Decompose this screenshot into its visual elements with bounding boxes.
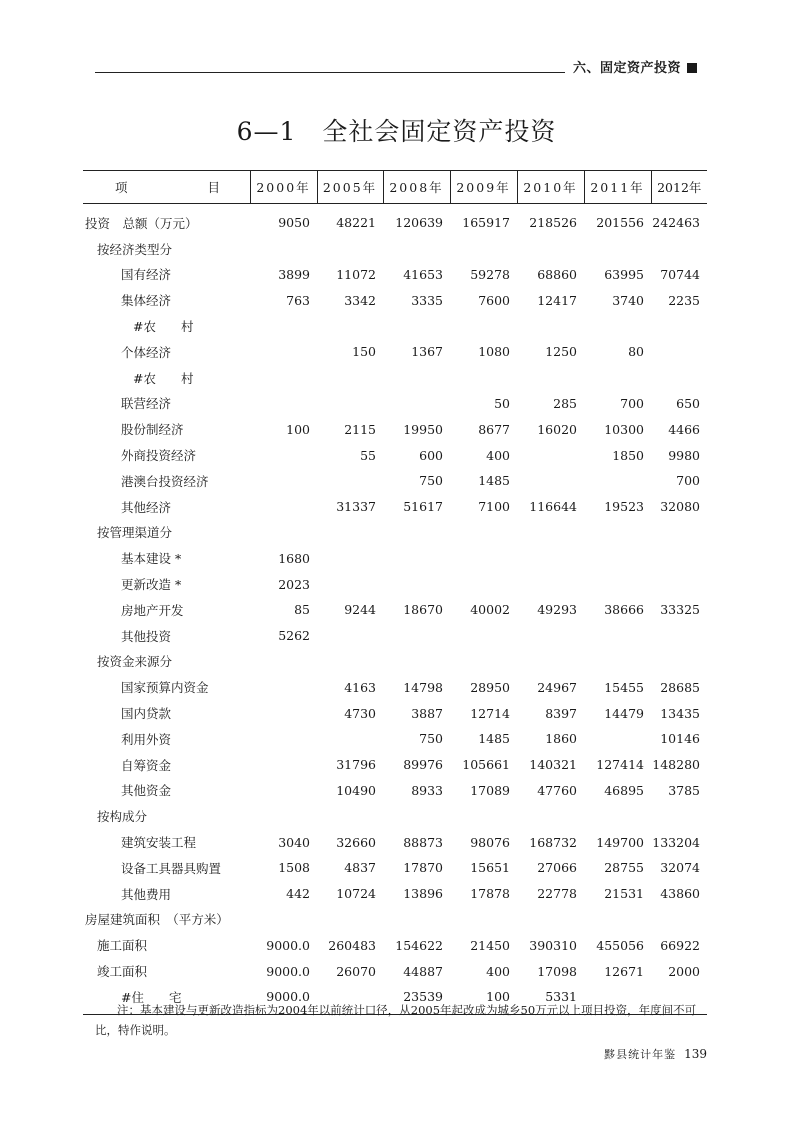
row-label: 更新改造 * bbox=[121, 577, 182, 593]
row-value: 150 bbox=[352, 344, 376, 360]
column-header-year: 2005年 bbox=[317, 171, 383, 204]
page-number: 139 bbox=[684, 1047, 707, 1061]
row-value: 1680 bbox=[278, 550, 310, 566]
row-value bbox=[383, 649, 450, 675]
row-value bbox=[450, 313, 517, 339]
row-value bbox=[651, 907, 707, 933]
table-row bbox=[83, 932, 707, 958]
table-row bbox=[83, 829, 707, 855]
row-value: 16020 bbox=[537, 421, 577, 437]
row-value: 3887 bbox=[411, 705, 443, 721]
row-value bbox=[317, 571, 383, 597]
row-value: 400 bbox=[486, 963, 510, 979]
row-value bbox=[651, 365, 707, 391]
row-value: 28755 bbox=[604, 860, 644, 876]
row-value: 4730 bbox=[344, 705, 376, 721]
row-value bbox=[317, 545, 383, 571]
row-value bbox=[250, 442, 317, 468]
row-value: 763 bbox=[286, 292, 310, 308]
row-value: 12671 bbox=[604, 963, 644, 979]
row-value bbox=[517, 545, 584, 571]
row-value bbox=[517, 442, 584, 468]
statistics-table bbox=[83, 170, 707, 1015]
row-value bbox=[584, 365, 651, 391]
row-value bbox=[584, 726, 651, 752]
row-value: 43860 bbox=[660, 886, 700, 902]
row-value bbox=[383, 623, 450, 649]
row-value bbox=[317, 649, 383, 675]
row-value bbox=[584, 236, 651, 262]
row-value: 105661 bbox=[462, 757, 510, 773]
section-title bbox=[573, 57, 697, 76]
row-label: 建筑安装工程 bbox=[121, 835, 197, 851]
row-label: 基本建设 * bbox=[121, 551, 182, 567]
row-value: 85 bbox=[294, 602, 310, 618]
row-label: 其他投资 bbox=[121, 628, 172, 644]
row-value bbox=[517, 468, 584, 494]
row-value bbox=[250, 365, 317, 391]
row-value: 9050 bbox=[278, 215, 310, 231]
row-value: 40002 bbox=[470, 602, 510, 618]
row-label: 国有经济 bbox=[121, 267, 172, 283]
row-value bbox=[383, 545, 450, 571]
row-value: 390310 bbox=[529, 937, 577, 953]
row-value: 3785 bbox=[668, 782, 700, 798]
row-value bbox=[317, 803, 383, 829]
table-row bbox=[83, 204, 707, 236]
row-value bbox=[250, 803, 317, 829]
row-value: 750 bbox=[419, 473, 443, 489]
row-value bbox=[584, 520, 651, 546]
row-value bbox=[450, 623, 517, 649]
row-value: 600 bbox=[419, 447, 443, 463]
row-label: 房屋建筑面积 （平方米） bbox=[85, 912, 229, 928]
row-value: 9980 bbox=[668, 447, 700, 463]
row-label: 国内贷款 bbox=[121, 706, 172, 722]
row-label: 国家预算内资金 bbox=[121, 680, 209, 696]
table-row bbox=[83, 494, 707, 520]
row-value: 15455 bbox=[604, 679, 644, 695]
footnote: 注：基本建设与更新改造指标为2004年以前统计口径，从2005年起改成为城乡50万元以上项目投资，年度间不可比，特作说明。 bbox=[95, 1003, 697, 1037]
row-value bbox=[250, 236, 317, 262]
row-value: 140321 bbox=[529, 757, 577, 773]
table-row bbox=[83, 623, 707, 649]
row-value bbox=[250, 313, 317, 339]
row-value: 21531 bbox=[604, 886, 644, 902]
row-value bbox=[450, 571, 517, 597]
row-label: 其他资金 bbox=[121, 783, 172, 799]
row-value: 13896 bbox=[403, 886, 443, 902]
header-rule bbox=[95, 72, 565, 73]
row-label: #住 宅 bbox=[83, 984, 250, 1014]
row-value bbox=[450, 236, 517, 262]
row-value: 10146 bbox=[660, 731, 700, 747]
row-value: 4837 bbox=[344, 860, 376, 876]
row-label: 集体经济 bbox=[121, 293, 172, 309]
column-header-year: 2010年 bbox=[517, 171, 584, 204]
row-value bbox=[517, 520, 584, 546]
table-row bbox=[83, 365, 707, 391]
column-header-year: 2012年 bbox=[651, 171, 707, 204]
row-value bbox=[250, 520, 317, 546]
row-value bbox=[383, 520, 450, 546]
table-row bbox=[83, 881, 707, 907]
row-value: 116644 bbox=[529, 499, 577, 515]
column-header-year: 2000年 bbox=[250, 171, 317, 204]
row-label: 按资金来源分 bbox=[97, 654, 173, 670]
row-value: 260483 bbox=[328, 937, 376, 953]
row-value bbox=[517, 803, 584, 829]
row-value bbox=[383, 907, 450, 933]
table-row bbox=[83, 700, 707, 726]
row-value bbox=[250, 674, 317, 700]
row-value: 11072 bbox=[336, 266, 376, 282]
row-value bbox=[651, 571, 707, 597]
row-value bbox=[517, 571, 584, 597]
row-value bbox=[250, 339, 317, 365]
row-value: 24967 bbox=[537, 679, 577, 695]
row-value: 51617 bbox=[403, 499, 443, 515]
row-value: 285 bbox=[553, 395, 577, 411]
table-row bbox=[83, 339, 707, 365]
row-value bbox=[317, 468, 383, 494]
row-value bbox=[651, 313, 707, 339]
row-value: 242463 bbox=[652, 215, 700, 231]
row-value: 27066 bbox=[537, 860, 577, 876]
row-value: 48221 bbox=[336, 215, 376, 231]
row-value bbox=[450, 365, 517, 391]
row-value: 5331 bbox=[517, 984, 584, 1014]
row-label: 按管理渠道分 bbox=[97, 525, 173, 541]
table-row bbox=[83, 907, 707, 933]
row-value bbox=[383, 391, 450, 417]
row-value: 168732 bbox=[529, 834, 577, 850]
row-value: 1367 bbox=[411, 344, 443, 360]
row-value: 12417 bbox=[537, 292, 577, 308]
row-value bbox=[383, 803, 450, 829]
row-value bbox=[383, 571, 450, 597]
row-value bbox=[584, 468, 651, 494]
row-value: 17098 bbox=[537, 963, 577, 979]
row-value: 47760 bbox=[537, 782, 577, 798]
table-row bbox=[83, 778, 707, 804]
row-value bbox=[250, 726, 317, 752]
row-value: 70744 bbox=[660, 266, 700, 282]
row-value: 89976 bbox=[403, 757, 443, 773]
row-value: 3342 bbox=[344, 292, 376, 308]
row-value bbox=[651, 520, 707, 546]
row-label: 联营经济 bbox=[121, 396, 172, 412]
row-value: 8397 bbox=[545, 705, 577, 721]
row-value bbox=[383, 236, 450, 262]
row-value: 1080 bbox=[478, 344, 510, 360]
row-value: 400 bbox=[486, 447, 510, 463]
row-value: 17089 bbox=[470, 782, 510, 798]
row-value: 100 bbox=[450, 984, 517, 1014]
row-value: 32660 bbox=[336, 834, 376, 850]
row-value: 31337 bbox=[336, 499, 376, 515]
row-value: 41653 bbox=[403, 266, 443, 282]
row-value bbox=[317, 623, 383, 649]
row-value: 44887 bbox=[403, 963, 443, 979]
row-value: 2115 bbox=[344, 421, 376, 437]
row-value: 4466 bbox=[668, 421, 700, 437]
row-value bbox=[383, 313, 450, 339]
row-label: 设备工具器具购置 bbox=[121, 860, 222, 876]
table-row bbox=[83, 262, 707, 288]
row-value bbox=[517, 623, 584, 649]
row-label: 自筹资金 bbox=[121, 757, 172, 773]
table-row bbox=[83, 726, 707, 752]
row-value bbox=[250, 649, 317, 675]
row-value bbox=[450, 649, 517, 675]
row-label: 其他经济 bbox=[121, 499, 172, 515]
square-icon bbox=[687, 63, 697, 73]
row-value: 31796 bbox=[336, 757, 376, 773]
table-row bbox=[83, 855, 707, 881]
row-value: 9000.0 bbox=[266, 937, 310, 953]
row-value: 133204 bbox=[652, 834, 700, 850]
table-row bbox=[83, 649, 707, 675]
row-value: 7100 bbox=[478, 499, 510, 515]
row-value: 442 bbox=[286, 886, 310, 902]
table-body bbox=[83, 204, 707, 1015]
footer-book-title: 黟县统计年鉴 bbox=[604, 1048, 677, 1061]
row-value: 12714 bbox=[470, 705, 510, 721]
row-value bbox=[584, 545, 651, 571]
row-value: 63995 bbox=[604, 266, 644, 282]
row-value: 218526 bbox=[529, 215, 577, 231]
row-value bbox=[517, 236, 584, 262]
row-value: 650 bbox=[676, 395, 700, 411]
row-value bbox=[317, 365, 383, 391]
row-value bbox=[651, 623, 707, 649]
row-label: #农 村 bbox=[133, 319, 194, 335]
row-value: 26070 bbox=[336, 963, 376, 979]
row-value bbox=[317, 236, 383, 262]
row-value: 7600 bbox=[478, 292, 510, 308]
table-row bbox=[83, 468, 707, 494]
row-value: 1508 bbox=[278, 860, 310, 876]
row-label: 房地产开发 bbox=[121, 602, 184, 618]
row-value bbox=[317, 520, 383, 546]
row-label: 按构成分 bbox=[97, 809, 148, 825]
row-value: 2235 bbox=[668, 292, 700, 308]
row-value bbox=[450, 545, 517, 571]
table-row bbox=[83, 752, 707, 778]
row-value bbox=[584, 313, 651, 339]
column-header-item bbox=[83, 171, 250, 204]
row-value: 28685 bbox=[660, 679, 700, 695]
page-footer bbox=[604, 1046, 707, 1062]
row-value bbox=[651, 339, 707, 365]
row-value: 154622 bbox=[395, 937, 443, 953]
row-label: #农 村 bbox=[133, 370, 194, 386]
table-row bbox=[83, 520, 707, 546]
row-value: 10490 bbox=[336, 782, 376, 798]
row-value bbox=[517, 313, 584, 339]
row-value bbox=[517, 365, 584, 391]
row-value: 14479 bbox=[604, 705, 644, 721]
table-row bbox=[83, 391, 707, 417]
row-value: 17878 bbox=[470, 886, 510, 902]
row-value: 21450 bbox=[470, 937, 510, 953]
row-value: 750 bbox=[419, 731, 443, 747]
row-value bbox=[651, 236, 707, 262]
row-value bbox=[383, 365, 450, 391]
row-value bbox=[250, 700, 317, 726]
table-row bbox=[83, 597, 707, 623]
table-header-row bbox=[83, 171, 707, 204]
row-value bbox=[317, 391, 383, 417]
table-row bbox=[83, 545, 707, 571]
table-row bbox=[83, 803, 707, 829]
row-value: 4163 bbox=[344, 679, 376, 695]
row-value: 46895 bbox=[604, 782, 644, 798]
section-title-text: 六、固定资产投资 bbox=[572, 61, 681, 76]
row-value: 32080 bbox=[660, 499, 700, 515]
row-value bbox=[317, 907, 383, 933]
table-row bbox=[83, 442, 707, 468]
page-title: 6—1 全社会固定资产投资 bbox=[236, 117, 557, 146]
row-value: 1485 bbox=[478, 473, 510, 489]
row-value: 28950 bbox=[470, 679, 510, 695]
column-header-year: 2011年 bbox=[584, 171, 651, 204]
row-label: 其他费用 bbox=[121, 886, 172, 902]
row-value: 10300 bbox=[604, 421, 644, 437]
row-value bbox=[651, 545, 707, 571]
row-value bbox=[584, 907, 651, 933]
row-value: 9000.0 bbox=[266, 963, 310, 979]
table-row bbox=[83, 958, 707, 984]
row-value bbox=[450, 803, 517, 829]
row-value: 1860 bbox=[545, 731, 577, 747]
row-value bbox=[317, 726, 383, 752]
row-value: 2023 bbox=[278, 576, 310, 592]
row-value: 5262 bbox=[278, 628, 310, 644]
row-value: 10724 bbox=[336, 886, 376, 902]
row-value: 38666 bbox=[604, 602, 644, 618]
row-value: 98076 bbox=[470, 834, 510, 850]
row-value: 15651 bbox=[470, 860, 510, 876]
row-value: 32074 bbox=[660, 860, 700, 876]
row-value: 9244 bbox=[344, 602, 376, 618]
row-value bbox=[250, 391, 317, 417]
row-value: 2000 bbox=[668, 963, 700, 979]
row-value bbox=[250, 752, 317, 778]
row-value: 33325 bbox=[660, 602, 700, 618]
row-value bbox=[450, 907, 517, 933]
row-value bbox=[250, 778, 317, 804]
row-value: 3040 bbox=[278, 834, 310, 850]
row-value: 3335 bbox=[411, 292, 443, 308]
row-value: 1250 bbox=[545, 344, 577, 360]
row-value bbox=[584, 623, 651, 649]
row-value: 700 bbox=[620, 395, 644, 411]
row-value: 23539 bbox=[383, 984, 450, 1014]
row-value: 50 bbox=[494, 395, 510, 411]
row-label: 竣工面积 bbox=[97, 964, 148, 979]
row-label: 个体经济 bbox=[121, 344, 172, 360]
row-label: 外商投资经济 bbox=[121, 448, 197, 464]
row-value: 19523 bbox=[604, 499, 644, 515]
row-value: 120639 bbox=[395, 215, 443, 231]
row-value: 66922 bbox=[660, 937, 700, 953]
column-header-year: 2009年 bbox=[450, 171, 517, 204]
table-row bbox=[83, 571, 707, 597]
row-label: 投资 总额（万元） bbox=[85, 215, 198, 231]
row-value bbox=[584, 571, 651, 597]
table-row bbox=[83, 287, 707, 313]
row-value bbox=[317, 313, 383, 339]
column-header-item-right: 目 bbox=[207, 180, 221, 195]
row-label: 利用外资 bbox=[121, 731, 172, 747]
row-value bbox=[651, 649, 707, 675]
row-value: 13435 bbox=[660, 705, 700, 721]
row-label: 施工面积 bbox=[97, 938, 148, 954]
table-row bbox=[83, 674, 707, 700]
row-value: 127414 bbox=[596, 757, 644, 773]
row-value: 201556 bbox=[596, 215, 644, 231]
row-value bbox=[651, 803, 707, 829]
column-header-year: 2008年 bbox=[383, 171, 450, 204]
row-value: 14798 bbox=[403, 679, 443, 695]
row-value: 19950 bbox=[403, 421, 443, 437]
row-value: 59278 bbox=[470, 266, 510, 282]
row-value: 455056 bbox=[596, 937, 644, 953]
table-row bbox=[83, 313, 707, 339]
table-row bbox=[83, 236, 707, 262]
row-value: 3899 bbox=[278, 266, 310, 282]
row-value: 17870 bbox=[403, 860, 443, 876]
row-value: 55 bbox=[360, 447, 376, 463]
row-value: 88873 bbox=[403, 834, 443, 850]
row-value: 68860 bbox=[537, 266, 577, 282]
row-value: 22778 bbox=[537, 886, 577, 902]
row-label: 按经济类型分 bbox=[97, 241, 173, 257]
row-value: 100 bbox=[286, 421, 310, 437]
row-value: 149700 bbox=[596, 834, 644, 850]
row-value bbox=[517, 649, 584, 675]
row-value: 1850 bbox=[612, 447, 644, 463]
table-row bbox=[83, 416, 707, 442]
row-value: 3740 bbox=[612, 292, 644, 308]
row-value: 8677 bbox=[478, 421, 510, 437]
row-value bbox=[250, 468, 317, 494]
row-value: 1485 bbox=[478, 731, 510, 747]
row-value: 148280 bbox=[652, 757, 700, 773]
row-value bbox=[584, 803, 651, 829]
row-value: 9000.0 bbox=[250, 984, 317, 1014]
row-value: 700 bbox=[676, 473, 700, 489]
row-value: 8933 bbox=[411, 782, 443, 798]
row-label: 股份制经济 bbox=[121, 422, 184, 438]
row-value bbox=[450, 520, 517, 546]
column-header-item-left: 项 bbox=[115, 180, 128, 195]
row-value: 49293 bbox=[537, 602, 577, 618]
row-label: 港澳台投资经济 bbox=[121, 473, 209, 489]
row-value: 18670 bbox=[403, 602, 443, 618]
row-value: 80 bbox=[628, 344, 644, 360]
row-value bbox=[517, 907, 584, 933]
row-value: 165917 bbox=[462, 215, 510, 231]
row-value bbox=[250, 494, 317, 520]
row-value bbox=[584, 649, 651, 675]
row-value bbox=[250, 907, 317, 933]
